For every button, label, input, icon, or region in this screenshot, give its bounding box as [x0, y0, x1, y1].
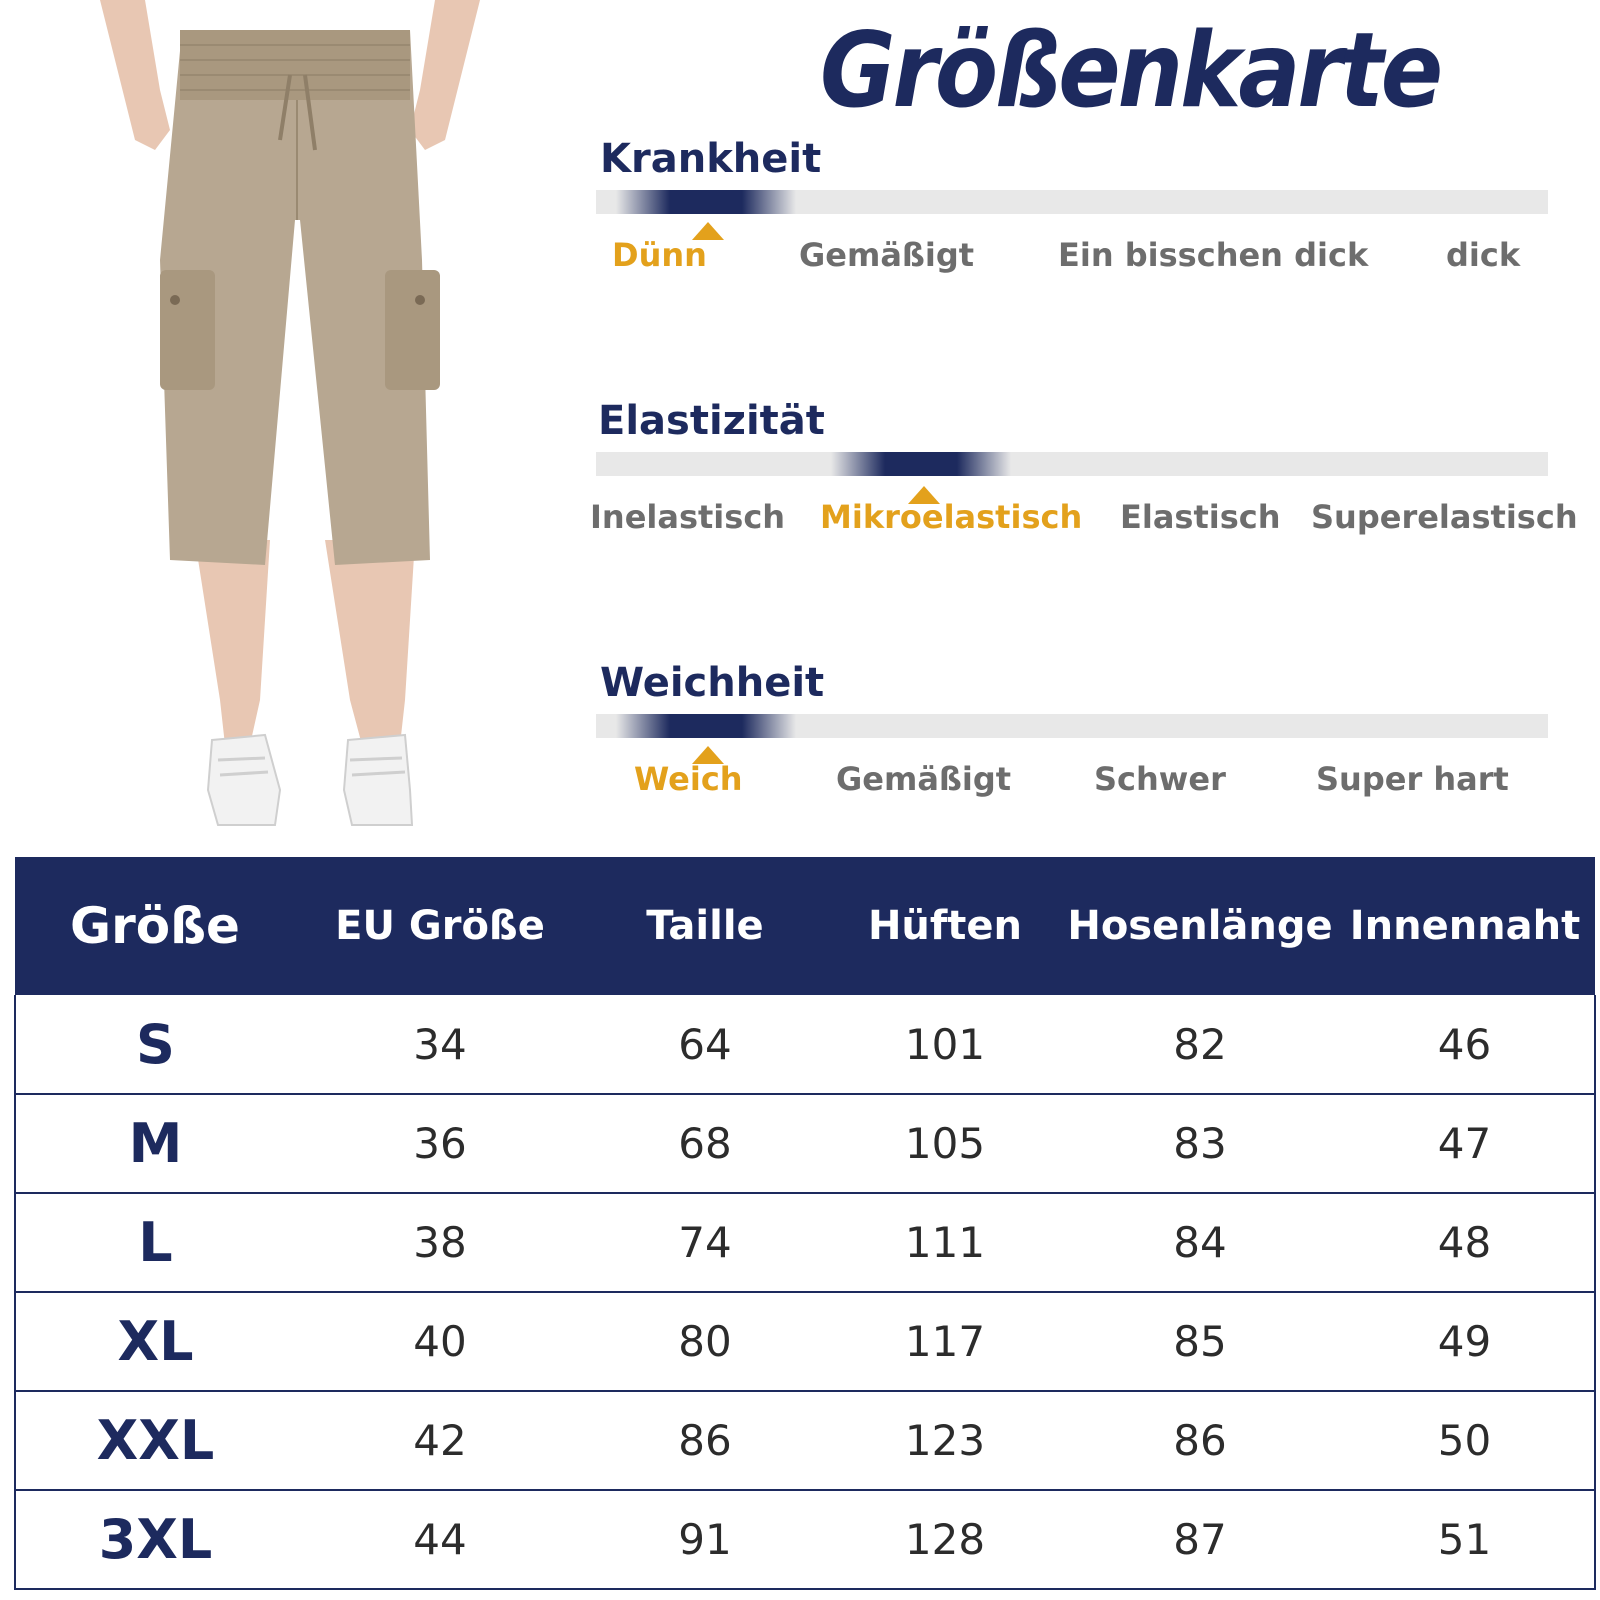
scale-option-selected: Mikroelastisch	[820, 498, 1083, 536]
scale-title: Weichheit	[600, 660, 825, 706]
table-row	[15, 1193, 1595, 1292]
scale-option: Inelastisch	[590, 498, 786, 536]
scale-bar	[596, 714, 1548, 738]
scale-option: dick	[1446, 236, 1521, 274]
scale-title: Elastizität	[598, 398, 825, 444]
scale-bar-fill	[616, 714, 796, 738]
scale-option-selected: Dünn	[612, 236, 707, 274]
size-cell: XXL	[15, 1391, 295, 1490]
table-cell: 87	[1065, 1490, 1335, 1589]
column-header: Hüften	[825, 857, 1065, 995]
table-cell: 40	[295, 1292, 585, 1391]
scale-option: Gemäßigt	[836, 760, 1012, 798]
table-cell: 86	[1065, 1391, 1335, 1490]
table-cell: 91	[585, 1490, 825, 1589]
scale-option-selected: Weich	[634, 760, 743, 798]
table-cell: 36	[295, 1094, 585, 1193]
table-cell: 82	[1065, 995, 1335, 1094]
table-cell: 105	[825, 1094, 1065, 1193]
column-header: Hosenlänge	[1065, 857, 1335, 995]
scale-bar	[596, 452, 1548, 476]
table-row	[15, 1292, 1595, 1391]
page-title: Größenkarte	[820, 10, 1441, 131]
table-row	[15, 995, 1595, 1094]
table-cell: 85	[1065, 1292, 1335, 1391]
table-cell: 80	[585, 1292, 825, 1391]
table-row	[15, 1490, 1595, 1589]
scale-bar-fill	[831, 452, 1011, 476]
size-cell: XL	[15, 1292, 295, 1391]
size-table	[14, 857, 1596, 1590]
product-model-image	[100, 0, 480, 850]
table-cell: 50	[1335, 1391, 1595, 1490]
size-cell: 3XL	[15, 1490, 295, 1589]
size-cell: M	[15, 1094, 295, 1193]
table-cell: 64	[585, 995, 825, 1094]
size-cell: S	[15, 995, 295, 1094]
scale-option: Schwer	[1094, 760, 1226, 798]
table-cell: 47	[1335, 1094, 1595, 1193]
table-cell: 46	[1335, 995, 1595, 1094]
scale-title: Krankheit	[600, 136, 822, 182]
table-cell: 86	[585, 1391, 825, 1490]
table-cell: 101	[825, 995, 1065, 1094]
table-cell: 74	[585, 1193, 825, 1292]
size-cell: L	[15, 1193, 295, 1292]
column-header: Innennaht	[1335, 857, 1595, 995]
table-cell: 111	[825, 1193, 1065, 1292]
table-row	[15, 1094, 1595, 1193]
table-cell: 84	[1065, 1193, 1335, 1292]
table-cell: 123	[825, 1391, 1065, 1490]
table-row	[15, 1391, 1595, 1490]
table-cell: 68	[585, 1094, 825, 1193]
table-cell: 34	[295, 995, 585, 1094]
column-header: EU Größe	[295, 857, 585, 995]
table-cell: 128	[825, 1490, 1065, 1589]
table-header-row	[15, 857, 1595, 995]
scale-bar-fill	[616, 190, 796, 214]
column-header: Taille	[585, 857, 825, 995]
scale-option: Super hart	[1316, 760, 1509, 798]
scale-option: Gemäßigt	[799, 236, 975, 274]
column-header: Größe	[15, 857, 295, 995]
table-cell: 42	[295, 1391, 585, 1490]
table-cell: 48	[1335, 1193, 1595, 1292]
table-cell: 83	[1065, 1094, 1335, 1193]
table-cell: 51	[1335, 1490, 1595, 1589]
table-cell: 44	[295, 1490, 585, 1589]
table-cell: 38	[295, 1193, 585, 1292]
scale-option: Elastisch	[1120, 498, 1281, 536]
scale-bar	[596, 190, 1548, 214]
table-cell: 49	[1335, 1292, 1595, 1391]
table-cell: 117	[825, 1292, 1065, 1391]
scale-option: Ein bisschen dick	[1058, 236, 1369, 274]
scale-option: Superelastisch	[1311, 498, 1578, 536]
